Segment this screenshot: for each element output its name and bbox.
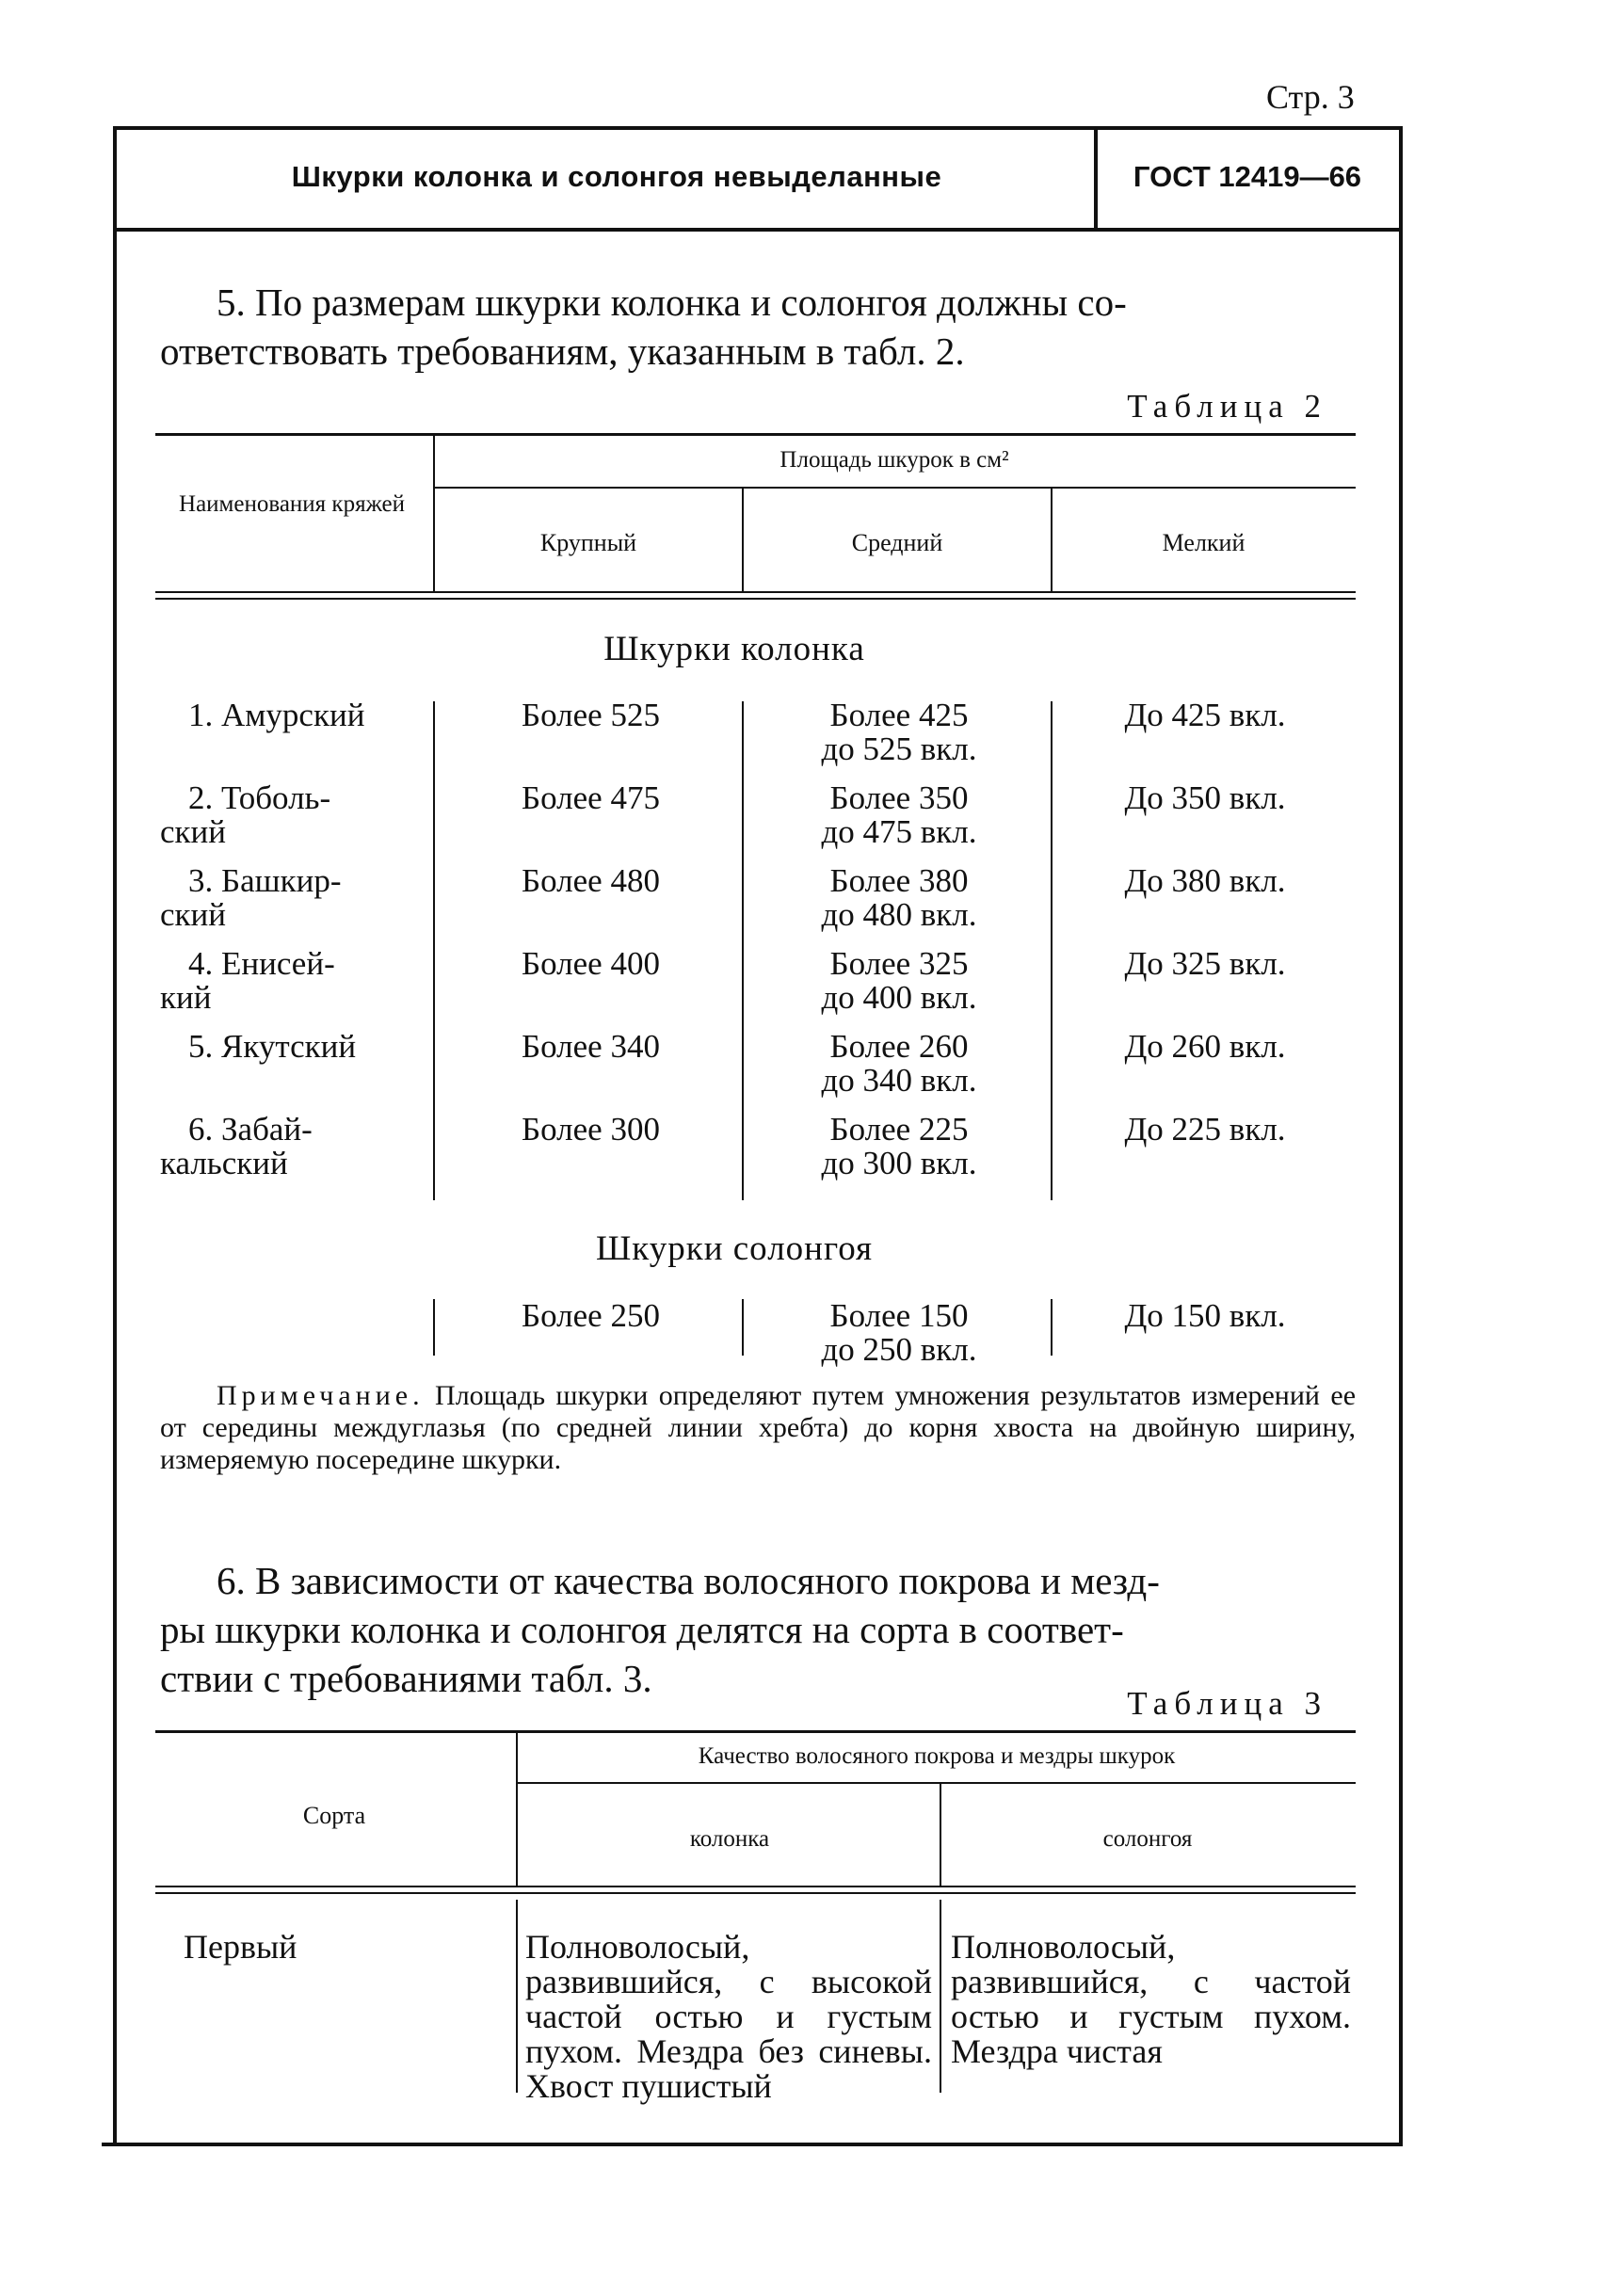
row-2-medium: [753, 781, 1045, 849]
row-3-large: Более 480: [522, 862, 660, 899]
table-2-label: Таблица 2: [1127, 388, 1327, 425]
row-5-medium-line-1: Более 260: [829, 1028, 969, 1065]
row-4-large: Более 400: [522, 945, 660, 982]
table-3-row-1-kolonok: Полноволосый, развившийся, с высокой частой остью и густым пухом. Мездра без синевы. Хвост пушистый: [525, 1928, 932, 2105]
table-3-top-rule: [155, 1730, 1356, 1733]
group-title-kolonok: Шкурки колонка: [603, 630, 865, 668]
row-3-medium-line-1: Более 380: [829, 862, 969, 899]
row-4-name: [160, 947, 414, 1015]
row-3-medium: [753, 864, 1045, 932]
table-2-header-divider-2: [742, 489, 744, 591]
solongoy-small: До 150 вкл.: [1124, 1297, 1286, 1334]
row-2-medium-line-2: до 475 вкл.: [821, 813, 977, 850]
table-2-body-divider-1: [433, 701, 435, 1200]
table-3-row-1-solongoy: Полноволосый, развившийся, с частой остью и густым пухом. Мездра чистая: [951, 1928, 1351, 2070]
section-5-line-2: ответствовать требованиям, указанным в табл. 2.: [160, 329, 965, 373]
solongoy-divider-2: [742, 1299, 744, 1356]
row-4-name-line-1: 4. Енисей-: [188, 945, 335, 982]
table-3-label: Таблица 3: [1127, 1685, 1327, 1722]
row-2-name-line-2: ский: [160, 813, 226, 850]
solongoy-divider-3: [1051, 1299, 1053, 1356]
table-3-col-group: Качество волосяного покрова и мездры шкурок: [698, 1743, 1176, 1769]
table-2-header-bottom-rule-2: [155, 598, 1356, 600]
header-top-rule: [113, 126, 1403, 130]
note-text: Площадь шкурки определяют путем умножения результатов измерений ее от середины междуглазья (по средней линии хребта) до корня хвоста на двойную ширину, измеряемую посередине шкурки.: [160, 1380, 1357, 1475]
solongoy-medium: [753, 1299, 1045, 1367]
row-6-medium-line-2: до 300 вкл.: [821, 1145, 977, 1181]
table-3-subheader-rule: [516, 1782, 1356, 1784]
row-3-name-line-1: 3. Башкир-: [188, 862, 342, 899]
solongoy-medium-line-2: до 250 вкл.: [821, 1331, 977, 1368]
row-5-medium-line-2: до 340 вкл.: [821, 1062, 977, 1099]
row-3-name: [160, 864, 414, 932]
table-2-col-large: Крупный: [539, 529, 637, 556]
table-2-col-medium: Средний: [851, 529, 943, 556]
table-3-col-kolonok: колонка: [689, 1826, 770, 1852]
row-1-name-line-1: 1. Амурский: [188, 697, 365, 733]
section-5-paragraph-cont: [160, 327, 1356, 376]
table-2-note: [160, 1380, 1356, 1476]
row-2-name-line-1: 2. Тоболь-: [188, 779, 331, 816]
row-6-small: До 225 вкл.: [1124, 1111, 1286, 1148]
solongoy-large: Более 250: [522, 1297, 660, 1334]
row-1-medium-line-2: до 525 вкл.: [821, 731, 977, 767]
solongoy-medium-line-1: Более 150: [829, 1297, 969, 1334]
section-6-line-2: ры шкурки колонка и солонгоя делятся на сорта в соответ-: [160, 1608, 1124, 1651]
row-2-name: [160, 781, 414, 849]
table-2-header-divider-3: [1051, 489, 1053, 591]
table-2-top-rule: [155, 433, 1356, 436]
row-6-medium-line-1: Более 225: [829, 1111, 969, 1148]
row-1-large: Более 525: [522, 697, 660, 733]
document-title: Шкурки колонка и солонгоя невыделанные: [291, 160, 942, 193]
table-2-subheader-rule: [433, 487, 1356, 489]
row-1-medium: [753, 698, 1045, 766]
row-1-medium-line-1: Более 425: [829, 697, 969, 733]
row-2-medium-line-1: Более 350: [829, 779, 969, 816]
table-2-header-divider-1: [433, 436, 435, 591]
row-5-large: Более 340: [522, 1028, 660, 1065]
table-3-col-grade: Сорта: [302, 1802, 366, 1829]
table-2-header-bottom-rule-1: [155, 591, 1356, 593]
section-6-line-2-wrap: [160, 1605, 1356, 1654]
section-5-line-1: 5. По размерам шкурки колонка и солонгоя должны со-: [217, 281, 1127, 324]
row-6-name-line-2: кальский: [160, 1145, 288, 1181]
row-1-name: [160, 698, 414, 732]
row-3-small: До 380 вкл.: [1124, 862, 1286, 899]
solongoy-divider-1: [433, 1299, 435, 1356]
frame-left-border: [113, 126, 117, 2145]
row-2-large: Более 475: [522, 779, 660, 816]
row-5-name-line-1: 5. Якутский: [188, 1028, 357, 1065]
table-3-header-bottom-rule-1: [155, 1886, 1356, 1887]
row-5-name: [160, 1030, 414, 1064]
row-4-name-line-2: кий: [160, 979, 212, 1016]
section-5-paragraph: [160, 278, 1356, 327]
group-title-solongoy: Шкурки солонгоя: [595, 1229, 874, 1268]
row-3-medium-line-2: до 480 вкл.: [821, 896, 977, 933]
table-3-body-divider-2: [940, 1900, 941, 2093]
table-3-header-divider-1: [516, 1733, 518, 1886]
table-3-row-1-grade: Первый: [184, 1928, 297, 1966]
section-6-line-3: ствии с требованиями табл. 3.: [160, 1657, 652, 1700]
row-4-small: До 325 вкл.: [1124, 945, 1286, 982]
header-divider: [1094, 126, 1098, 230]
frame-bottom-rule: [102, 2143, 1403, 2146]
frame-right-border: [1399, 126, 1403, 2145]
standard-code: ГОСТ 12419—66: [1133, 160, 1362, 193]
row-4-medium-line-1: Более 325: [829, 945, 969, 982]
row-3-name-line-2: ский: [160, 896, 226, 933]
row-6-name-line-1: 6. Забай-: [188, 1111, 313, 1148]
row-5-medium: [753, 1030, 1045, 1098]
row-6-name: [160, 1113, 414, 1180]
table-2-col-small: Мелкий: [1162, 529, 1245, 556]
table-2-col-name: Наименования кряжей: [179, 491, 405, 517]
row-2-small: До 350 вкл.: [1124, 779, 1286, 816]
row-4-medium-line-2: до 400 вкл.: [821, 979, 977, 1016]
table-2-body-divider-2: [742, 701, 744, 1200]
row-5-small: До 260 вкл.: [1124, 1028, 1286, 1065]
note-prefix: Примечание.: [217, 1380, 425, 1411]
section-6-line-1-wrap: [160, 1556, 1356, 1605]
page-number: Стр. 3: [1266, 78, 1355, 116]
table-3-col-solongoy: солонгоя: [1102, 1826, 1193, 1852]
table-2-body-divider-3: [1051, 701, 1053, 1200]
table-3-header-divider-2: [940, 1784, 941, 1886]
table-3-body-divider-1: [516, 1900, 518, 2093]
row-6-medium: [753, 1113, 1045, 1180]
table-2-col-group: Площадь шкурок в см²: [779, 447, 1009, 473]
section-6-line-1: 6. В зависимости от качества волосяного покрова и мезд-: [217, 1559, 1160, 1602]
header-bottom-rule: [113, 228, 1403, 232]
row-6-large: Более 300: [522, 1111, 660, 1148]
table-3-header-bottom-rule-2: [155, 1892, 1356, 1894]
row-4-medium: [753, 947, 1045, 1015]
row-1-small: До 425 вкл.: [1124, 697, 1286, 733]
